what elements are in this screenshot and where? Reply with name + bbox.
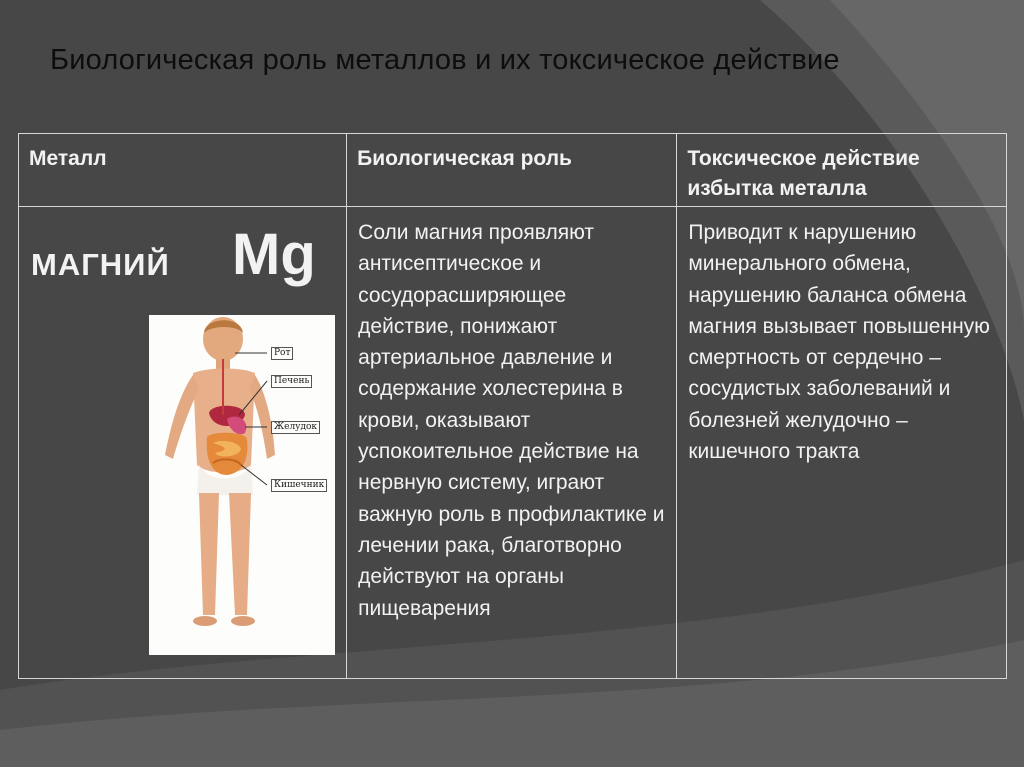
bio-role-text: Соли магния проявляют антисептическое и сосудорасширяющее действие, понижают артериальное давление и содержание холестерина в крови, оказывают успокоительное действие на нервную систему, играют важную роль в профилактике и лечении рака, благотворно действуют на органы пищеварения [358, 221, 665, 620]
metal-symbol: Mg [232, 222, 316, 287]
toxic-effect-cell [677, 207, 1007, 679]
label-intestine: Кишечник [271, 479, 327, 492]
metal-name: МАГНИЙ [31, 247, 170, 282]
header-toxic-effect-label: Токсическое действие избытка металла [687, 147, 920, 200]
header-toxic-effect [677, 134, 1007, 207]
label-stomach: Желудок [271, 421, 320, 434]
table-header-row [19, 134, 1007, 207]
header-bio-role [347, 134, 677, 207]
toxic-effect-text: Приводит к нарушению минерального обмена, нарушению баланса обмена магния вызывает повышенную смертность от сердечно – сосудистых заболеваний и болезней желудочно – кишечного тракта [688, 221, 990, 464]
label-mouth: Рот [271, 347, 293, 360]
header-metal [19, 134, 347, 207]
metals-table [18, 133, 1007, 679]
bio-role-cell [347, 207, 677, 679]
table-row [19, 207, 1007, 679]
header-metal-label: Металл [29, 147, 107, 170]
metal-cell [19, 207, 347, 679]
digestive-system-illustration [149, 315, 335, 655]
slide-title: Биологическая роль металлов и их токсическое действие [50, 44, 840, 76]
label-liver: Печень [271, 375, 312, 388]
header-bio-role-label: Биологическая роль [357, 147, 572, 170]
